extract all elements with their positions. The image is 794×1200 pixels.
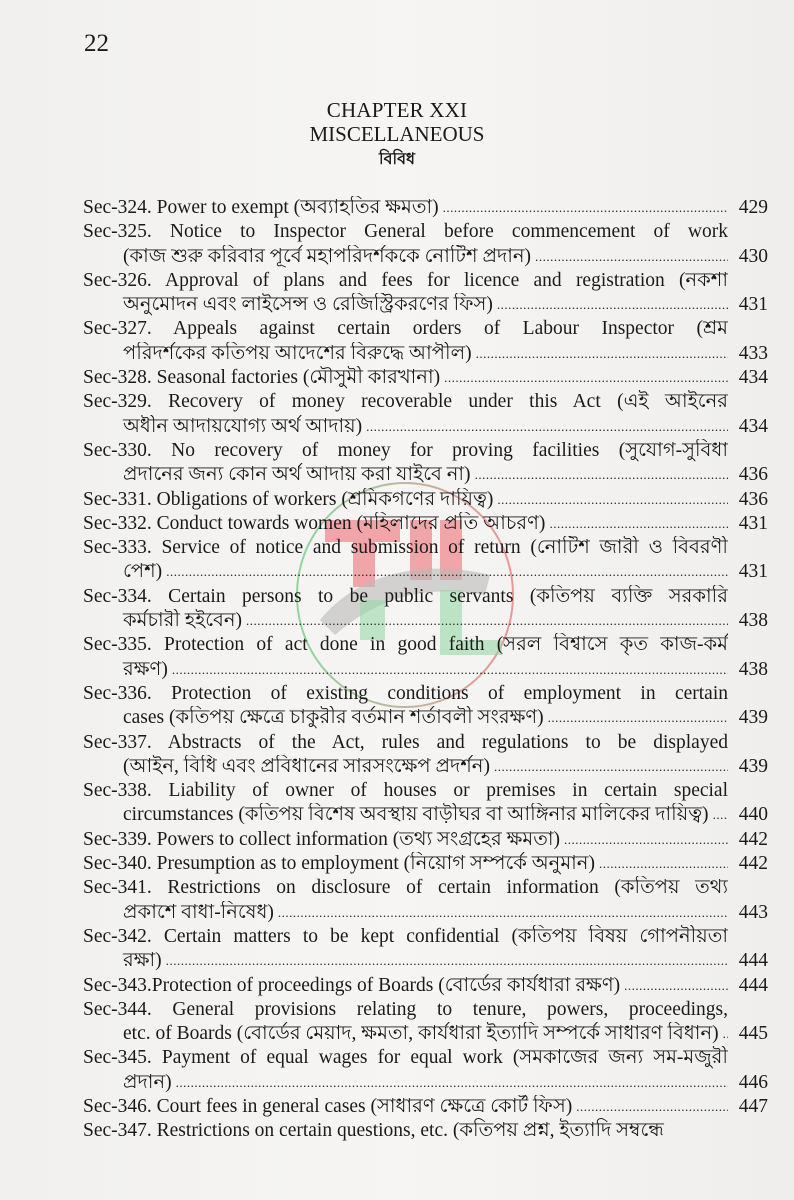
entry-text: (কাজ শুরু করিবার পূর্বে মহাপরিদর্শককে নোটিশ প্রদান) .....: [123, 246, 531, 267]
entry-text: Sec-336. Protection of existing conditions of employment in certain: [83, 682, 728, 704]
entry-text: প্রদানের জন্য কোন অর্থ আদায় করা যাইবে না) .....: [123, 464, 471, 485]
toc-entry: [83, 585, 768, 634]
entry-page-number: 434: [738, 415, 768, 437]
entry-line: [83, 269, 728, 293]
entry-text: Sec-333. Service of notice and submission of return (নোটিশ জারী ও বিবরণী: [83, 537, 728, 559]
toc-entry: [83, 269, 768, 318]
toc-entry: [83, 925, 768, 974]
toc-entry: [83, 512, 768, 536]
entry-text: Sec-340. Presumption as to employment (নিয়োগ সম্পর্কে অনুমান) .....: [83, 853, 595, 874]
entry-page-number: 436: [738, 488, 768, 510]
entry-text: Sec-328. Seasonal factories (মৌসুমী কারখানা) .....: [83, 367, 440, 388]
entry-page-number: 429: [738, 197, 768, 218]
entry-text: অধীন আদায়যোগ্য অর্থ আদায়) .....: [123, 416, 362, 437]
entry-page-number: 440: [738, 804, 768, 826]
entry-text: কর্মচারী হইবেন) .....: [123, 610, 242, 631]
chapter-title: MISCELLANEOUS: [309, 122, 485, 146]
entry-text: cases (কতিপয় ক্ষেত্রে চাকুরীর বর্তমান শর্তাবলী সংরক্ষণ) .....: [123, 707, 544, 728]
toc-entry: [83, 488, 768, 512]
entry-line: [83, 317, 728, 341]
entry-line: [83, 366, 728, 390]
entry-page-number: 443: [738, 901, 768, 923]
entry-text: Sec-324. Power to exempt (অব্যাহতির ক্ষমতা) .....: [83, 197, 439, 218]
toc-entry: [83, 390, 768, 439]
toc-entry: [83, 974, 768, 998]
entry-line: [83, 536, 728, 560]
entry-line: [83, 682, 728, 706]
entry-text: Sec-341. Restrictions on disclosure of certain information (কতিপয় তথ্য: [83, 877, 728, 899]
entry-line: [83, 196, 728, 220]
entry-page-number: 434: [738, 367, 768, 389]
entry-line: [83, 293, 728, 317]
entry-page-number: 431: [738, 561, 768, 583]
entry-line: [83, 755, 728, 779]
toc-entry: [83, 1095, 768, 1119]
entry-line: [83, 658, 728, 682]
entry-line: [83, 828, 728, 852]
toc-entry: [83, 731, 768, 780]
entry-text: অনুমোদন এবং লাইসেন্স ও রেজিস্ট্রিকরণের ফিস) .....: [123, 294, 493, 315]
entry-line: [83, 342, 728, 366]
entry-line: [83, 731, 728, 755]
entry-page-number: 433: [738, 342, 768, 364]
table-of-contents: [83, 196, 768, 1144]
entry-text: Sec-344. General provisions relating to tenure, powers, proceedings,: [83, 998, 728, 1020]
entry-page-number: 447: [738, 1095, 768, 1117]
chapter-number: CHAPTER XXI: [326, 98, 468, 122]
entry-line: [83, 998, 728, 1022]
entry-text: প্রদান) .....: [123, 1072, 172, 1093]
entry-text: রক্ষণ) .....: [123, 659, 168, 680]
entry-text: Sec-345. Payment of equal wages for equal work (সমকাজের জন্য সম-মজুরী: [83, 1047, 728, 1069]
entry-line: [83, 633, 728, 657]
entry-page-number: 445: [738, 1023, 768, 1045]
entry-text: Sec-331. Obligations of workers (শ্রমিকগণের দায়িত্ব) .....: [83, 489, 493, 510]
entry-text: Sec-347. Restrictions on certain questions, etc. (কতিপয় প্রশ্ন, ইত্যাদি সম্বন্ধে: [83, 1120, 664, 1142]
entry-page-number: 431: [738, 512, 768, 534]
entry-text: Sec-332. Conduct towards women (মহিলাদের প্রতি আচরণ) .....: [83, 513, 545, 534]
toc-entry: [83, 366, 768, 390]
entry-text: Sec-339. Powers to collect information (তথ্য সংগ্রহের ক্ষমতা) .....: [83, 829, 560, 850]
entry-line: [83, 463, 728, 487]
entry-text: Sec-326. Approval of plans and fees for licence and registration (নকশা: [83, 269, 728, 291]
entry-line: [83, 1046, 728, 1070]
entry-page-number: 436: [738, 464, 768, 486]
entry-page-number: 444: [738, 974, 768, 996]
page-number: 22: [84, 30, 109, 57]
entry-text: Sec-327. Appeals against certain orders of Labour Inspector (শ্রম: [83, 318, 728, 340]
entry-text: circumstances (কতিপয় বিশেষ অবস্থায় বাড়ীঘর বা আঙ্গিনার মালিকের দায়িত্ব) .....: [123, 804, 709, 825]
entry-line: [83, 220, 728, 244]
entry-line: [83, 1071, 728, 1095]
entry-line: [83, 706, 728, 730]
entry-line: [83, 512, 728, 536]
entry-line: [83, 585, 728, 609]
entry-text: Sec-330. No recovery of money for proving facilities (সুযোগ-সুবিধা: [83, 439, 728, 461]
toc-entry: [83, 1046, 768, 1095]
entry-line: [83, 1095, 728, 1119]
entry-line: [83, 876, 728, 900]
toc-entry: [83, 852, 768, 876]
entry-text: etc. of Boards (বোর্ডের মেয়াদ, ক্ষমতা, কার্যধারা ইত্যাদি সম্পর্কে সাধারণ বিধান) .....: [123, 1023, 719, 1044]
toc-entry: [83, 1119, 768, 1143]
entry-page-number: 438: [738, 610, 768, 632]
entry-text: Sec-343.Protection of proceedings of Boards (বোর্ডের কার্যধারা রক্ষণ) .....: [83, 975, 620, 996]
entry-line: [83, 439, 728, 463]
entry-line: [83, 560, 728, 584]
entry-text: Sec-338. Liability of owner of houses or premises in certain special: [83, 780, 728, 802]
entry-text: Sec-337. Abstracts of the Act, rules and regulations to be displayed: [83, 731, 728, 753]
entry-line: [83, 609, 728, 633]
entry-line: [83, 974, 728, 998]
entry-line: [83, 949, 728, 973]
entry-line: [83, 415, 728, 439]
entry-line: [83, 901, 728, 925]
entry-text: Sec-334. Certain persons to be public servants (কতিপয় ব্যক্তি সরকারি: [83, 585, 728, 607]
entry-line: [83, 925, 728, 949]
entry-text: Sec-325. Notice to Inspector General before commencement of work: [83, 221, 728, 243]
entry-line: [83, 245, 728, 269]
entry-page-number: 439: [738, 707, 768, 729]
entry-page-number: 444: [738, 950, 768, 972]
chapter-title-bengali: বিবিধ: [379, 151, 415, 168]
entry-page-number: 442: [738, 828, 768, 850]
entry-text: (আইন, বিধি এবং প্রবিধানের সারসংক্ষেপ প্রদর্শন) .....: [123, 756, 490, 777]
entry-text: পেশ) .....: [123, 561, 162, 582]
entry-text: রক্ষা) .....: [123, 950, 162, 971]
toc-entry: [83, 220, 768, 269]
entry-line: [83, 803, 728, 827]
toc-entry: [83, 682, 768, 731]
entry-text: Sec-329. Recovery of money recoverable under this Act (এই আইনের: [83, 391, 728, 413]
entry-page-number: 442: [738, 853, 768, 875]
entry-line: [83, 852, 728, 876]
entry-text: Sec-346. Court fees in general cases (সাধারণ ক্ষেত্রে কোর্ট ফিস) .....: [83, 1096, 572, 1117]
toc-entry: [83, 998, 768, 1047]
toc-entry: [83, 536, 768, 585]
entry-text: পরিদর্শকের কতিপয় আদেশের বিরুদ্ধে আপীল) .....: [123, 343, 472, 364]
entry-page-number: 431: [738, 294, 768, 316]
entry-line: [83, 779, 728, 803]
entry-page-number: 438: [738, 658, 768, 680]
entry-line: [83, 488, 728, 512]
toc-entry: [83, 779, 768, 828]
toc-entry: [83, 196, 768, 220]
entry-line: [83, 1022, 728, 1046]
entry-line: [83, 1119, 728, 1143]
toc-entry: [83, 633, 768, 682]
entry-page-number: 446: [738, 1071, 768, 1093]
toc-entry: [83, 317, 768, 366]
entry-text: Sec-335. Protection of act done in good faith (সরল বিশ্বাসে কৃত কাজ-কর্ম: [83, 634, 728, 656]
toc-entry: [83, 876, 768, 925]
entry-line: [83, 390, 728, 414]
toc-entry: [83, 828, 768, 852]
entry-page-number: 430: [738, 245, 768, 267]
entry-text: প্রকাশে বাধা-নিষেধ) .....: [123, 902, 274, 923]
toc-entry: [83, 439, 768, 488]
entry-text: Sec-342. Certain matters to be kept confidential (কতিপয় বিষয় গোপনীয়তা: [83, 925, 728, 947]
entry-page-number: 439: [738, 755, 768, 777]
